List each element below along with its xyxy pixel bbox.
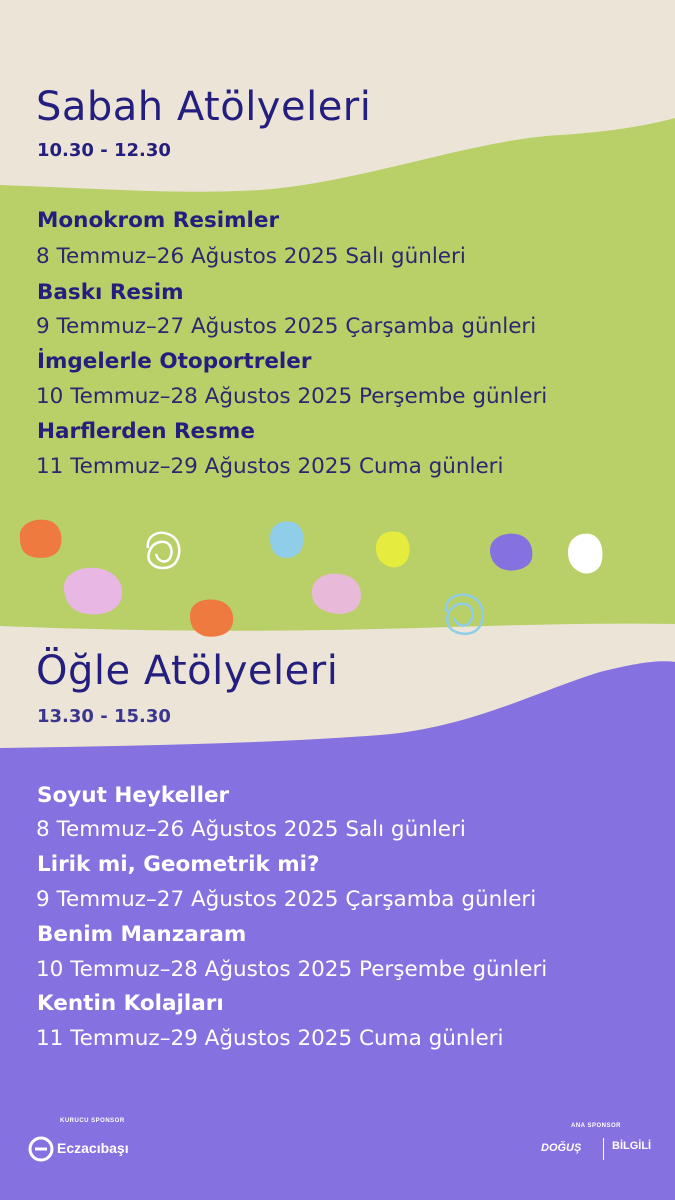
blue-dot: [270, 522, 304, 558]
noon-title: Öğle Atölyeleri: [36, 648, 339, 694]
workshop-name: Lirik mi, Geometrik mi?: [37, 852, 320, 877]
orange-dot: [190, 600, 233, 637]
workshop-name: Harflerden Resme: [37, 419, 255, 444]
workshop-date: 10 Temmuz–28 Ağustos 2025 Perşembe günleri: [36, 957, 548, 982]
workshop-name: Baskı Resim: [37, 280, 184, 305]
eczacibasi-logo-icon: [28, 1136, 54, 1162]
orange-dot: [20, 520, 62, 558]
purple-dot: [490, 534, 532, 571]
workshop-date: 11 Temmuz–29 Ağustos 2025 Cuma günleri: [36, 454, 504, 479]
workshop-date: 8 Temmuz–26 Ağustos 2025 Salı günleri: [36, 817, 466, 842]
eczacibasi-logo-text: Eczacıbaşı: [57, 1140, 129, 1156]
pink-dot: [64, 568, 122, 615]
noon-time: 13.30 - 15.30: [37, 706, 171, 727]
workshop-name: İmgelerle Otoportreler: [37, 349, 312, 374]
workshop-date: 9 Temmuz–27 Ağustos 2025 Çarşamba günleri: [36, 314, 537, 339]
workshop-date: 10 Temmuz–28 Ağustos 2025 Perşembe günleri: [36, 384, 548, 409]
bilgili-logo: BİLGİLİ: [612, 1140, 652, 1152]
workshop-date: 8 Temmuz–26 Ağustos 2025 Salı günleri: [36, 244, 466, 269]
workshop-name: Soyut Heykeller: [37, 783, 230, 808]
workshop-name: Benim Manzaram: [37, 922, 247, 947]
workshop-date: 11 Temmuz–29 Ağustos 2025 Cuma günleri: [36, 1026, 504, 1051]
main-sponsor-label: ANA SPONSOR: [571, 1123, 621, 1129]
dogus-logo: DOĞUŞ: [541, 1142, 582, 1154]
workshop-name: Kentin Kolajları: [37, 991, 224, 1016]
pink-dot: [312, 574, 361, 614]
founding-sponsor-label: KURUCU SPONSOR: [60, 1118, 125, 1124]
morning-time: 10.30 - 12.30: [37, 140, 171, 161]
morning-title: Sabah Atölyeleri: [36, 84, 372, 130]
workshop-name: Monokrom Resimler: [37, 208, 280, 233]
sponsor-divider: [603, 1138, 604, 1160]
workshop-date: 9 Temmuz–27 Ağustos 2025 Çarşamba günleri: [36, 887, 537, 912]
